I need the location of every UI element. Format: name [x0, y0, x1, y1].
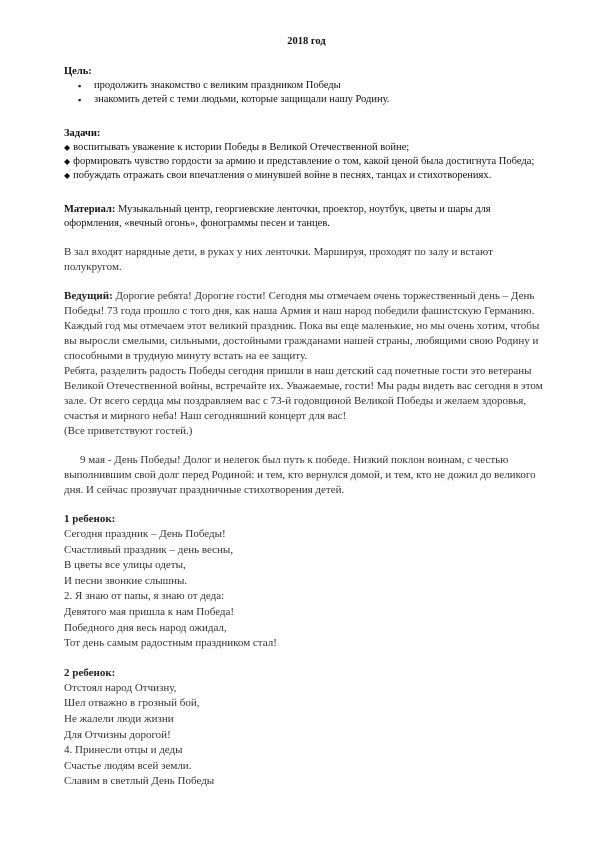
goal-section [64, 65, 549, 107]
child2-title: 2 ребенок: [64, 666, 116, 679]
material-label: Материал: [64, 204, 116, 215]
poem-line: Победного дня весь народ ожидал, [64, 621, 227, 634]
poem-line: Тот день самым радостным праздником стал! [64, 637, 277, 650]
material-text: Музыкальный центр, георгиевские ленточки, проектор, ноутбук, цветы и шары для оформления, «вечный огонь», фонограммы песен и танцев. [64, 204, 491, 229]
host-paragraph-2: Ребята, разделить радость Победы сегодня пришли в наш детский сад почетные гости это ветераны Великой Отечественной войны, встречайте их. Уважаемые, гости! Мы рады видеть вас сегодня в этом зале. От всего сердца мы поздравляем вас с 73-й годовщиной Великой Победы и желаем здоровья, счастья и мирного неба! Наш сегодняшний концерт для вас! [64, 365, 543, 422]
diamond-bullet-icon: ◆ [64, 143, 71, 152]
goal-list [64, 79, 549, 107]
poem-line: Не жалели люди жизни [64, 712, 174, 725]
goal-heading: Цель: [64, 66, 92, 77]
diamond-bullet-icon: ◆ [64, 171, 71, 180]
task-text: побуждать отражать свои впечатления о минувшей войне в песнях, танцах и стихотворениях. [73, 170, 492, 181]
may9-paragraph: 9 мая - День Победы! Долог и нелегок был путь к победе. Низкий поклон воинам, с честью выполнившим свой долг перед Родиной: и тем, кто вернулся домой, и тем, кто не дожил до великого дня. И сейчас прозвучат праздничные стихотворения детей. [64, 454, 536, 496]
child1-poem [64, 512, 549, 652]
poem-line: Шел отважно в грозный бой, [64, 697, 200, 710]
poem-line: Отстоял народ Отчизну, [64, 681, 177, 694]
child1-title: 1 ребенок: [64, 513, 116, 525]
tasks-section [64, 127, 549, 183]
poem-line: Сегодня праздник – День Победы! [64, 528, 226, 540]
poem-line: Для Отчизны дорогой! [64, 728, 171, 741]
poem-line: Славим в светлый День Победы [64, 775, 215, 788]
poem-line: Счастье людям всей земли. [64, 759, 192, 772]
goal-item: ▪ знакомить детей с теми людьми, которые защищали нашу Родину. [64, 93, 549, 107]
document-page [64, 36, 549, 790]
task-item [64, 155, 549, 169]
diamond-bullet-icon: ◆ [64, 157, 71, 166]
goal-item: ▪ продолжить знакомство с великим праздником Победы [64, 79, 549, 93]
document-year: 2018 год [287, 36, 326, 47]
material-paragraph [64, 203, 549, 231]
host-paragraph [64, 289, 549, 364]
host-label: Ведущий: [64, 290, 113, 302]
poem-line: 2. Я знаю от папы, я знаю от деда: [64, 590, 225, 603]
tasks-heading: Задачи: [64, 128, 101, 139]
poem-line: И песни звонкие слышны. [64, 574, 188, 587]
intro-paragraph: В зал входят нарядные дети, в руках у них ленточки. Маршируя, проходят по залу и встают полукругом. [64, 246, 493, 273]
poem-line: Счастливый праздник – день весны, [64, 543, 234, 556]
poem-line: В цветы все улицы одеты, [64, 559, 186, 572]
task-item [64, 169, 549, 183]
poem-line: 4. Принесли отцы и деды [64, 744, 183, 757]
host-speech: Дорогие ребята! Дорогие гости! Сегодня мы отмечаем очень торжественный день – День Победы! 73 года прошло с того дня, как наша Армия и наш народ победили фашистскую Германию. Каждый год мы отмечаем этот великий праздник. Пока вы еще маленькие, но мы очень хотим, чтобы вы выросли смелыми, сильными, достойными гражданами нашей страны, любящими свою Родину и способными в трудную минуту встать на ее защиту. [64, 290, 540, 362]
task-text: формировать чувство гордости за армию и представление о том, какой ценой была достигнута Победа; [73, 156, 535, 167]
poem-line: Девятого мая пришла к нам Победа! [64, 605, 235, 618]
host-stage-direction: (Все приветствуют гостей.) [64, 425, 193, 437]
task-text: воспитывать уважение к истории Победы в Великой Отечественной войне; [73, 142, 410, 153]
child2-poem [64, 666, 549, 790]
task-item [64, 141, 549, 155]
